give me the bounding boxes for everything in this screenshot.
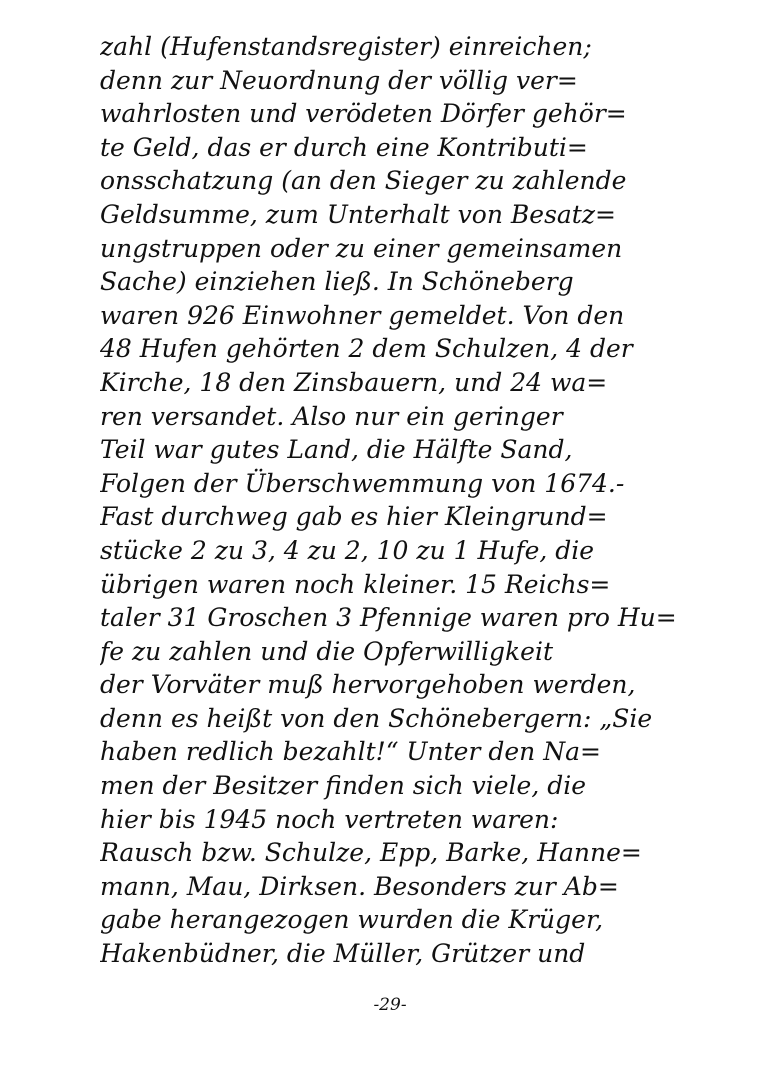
text-line: Rausch bzw. Schulze, Epp, Barke, Hanne= [100, 838, 642, 868]
text-line: waren 926 Einwohner gemeldet. Von den [100, 300, 625, 330]
text-line: denn es heißt von den Schönebergern: „Sie [100, 703, 653, 733]
text-line: ungstruppen oder zu einer gemeinsamen [100, 233, 623, 263]
page-number: -29- [373, 995, 407, 1015]
text-line: der Vorväter muß hervorgehoben werden, [100, 670, 636, 700]
text-line: gabe herangezogen wurden die Krüger, [100, 905, 604, 935]
text-line: Geldsumme, zum Unterhalt von Besatz= [100, 199, 616, 229]
text-line: übrigen waren noch kleiner. 15 Reichs= [100, 569, 611, 599]
text-line: hier bis 1945 noch vertreten waren: [100, 804, 559, 834]
text-line: Kirche, 18 den Zinsbauern, und 24 wa= [100, 367, 608, 397]
text-line: stücke 2 zu 3, 4 zu 2, 10 zu 1 Hufe, die [100, 535, 595, 565]
text-line: onsschatzung (an den Sieger zu zahlende [100, 166, 627, 196]
text-line: Hakenbüdner, die Müller, Grützer und [100, 939, 586, 969]
text-line: ren versandet. Also nur ein geringer [100, 401, 563, 431]
text-line: men der Besitzer finden sich viele, die [100, 771, 587, 801]
text-line: Sache) einziehen ließ. In Schöneberg [100, 267, 574, 297]
text-line: wahrlosten und verödeten Dörfer gehör= [100, 99, 627, 129]
text-line: Teil war gutes Land, die Hälfte Sand, [100, 435, 573, 465]
handwritten-text-block [100, 30, 740, 971]
text-line: Fast durchweg gab es hier Kleingrund= [100, 502, 608, 532]
text-line: zahl (Hufenstandsregister) einreichen; [100, 32, 592, 61]
text-line: haben redlich bezahlt!“ Unter den Na= [100, 737, 601, 767]
text-line: mann, Mau, Dirksen. Besonders zur Ab= [100, 871, 619, 901]
text-line: 48 Hufen gehörten 2 dem Schulzen, 4 der [100, 334, 633, 364]
text-line: te Geld, das er durch eine Kontributi= [100, 132, 588, 162]
text-line: Folgen der Überschwemmung von 1674.- [100, 468, 625, 498]
text-line: fe zu zahlen und die Opferwilligkeit [100, 636, 553, 666]
text-line: denn zur Neuordnung der völlig ver= [100, 65, 578, 95]
text-line: taler 31 Groschen 3 Pfennige waren pro Hu= [100, 603, 677, 633]
